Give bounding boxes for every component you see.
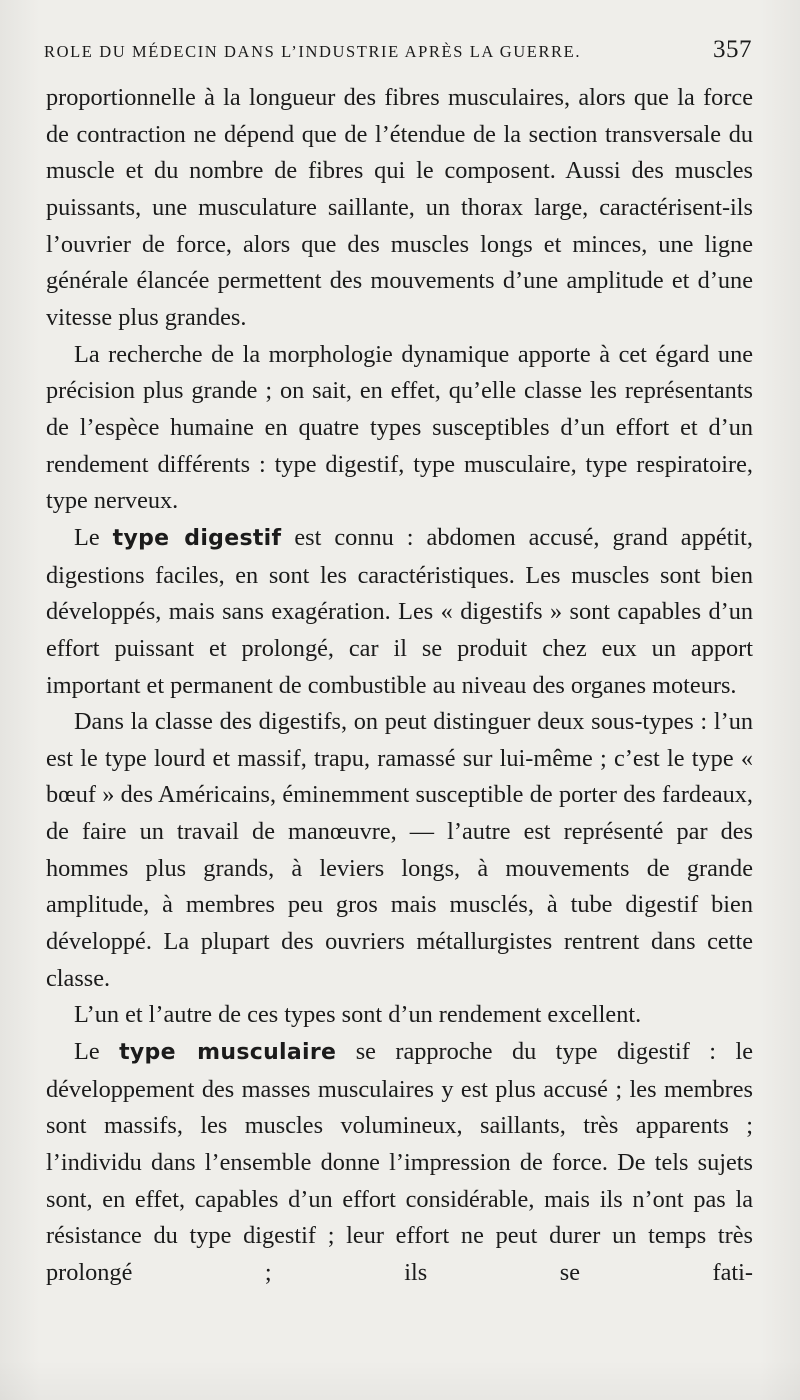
running-title: ROLE DU MÉDECIN DANS L’INDUSTRIE APRÈS LA GUERRE. xyxy=(44,42,582,61)
keyword-type-musculaire: type musculaire xyxy=(119,1040,337,1066)
keyword-type-digestif: type digestif xyxy=(112,525,282,551)
paragraph-text: La recherche de la morphologie dynamique apporte à cet égard une précision plus grande ; on sait, en effet, qu’elle classe les représentants de l’espèce humaine en quatre types susceptibles d’un effort et d’un rendement différents : type digestif, type musculaire, type respiratoire, type nerveux. xyxy=(46,340,753,515)
paragraph-continuation xyxy=(46,80,753,337)
paragraph-text: Dans la classe des digestifs, on peut distinguer deux sous-types : l’un est le type lourd et massif, trapu, ramassé sur lui-même ; c’est le type « bœuf » des Américains, éminemment susceptible de porter des fardeaux, de faire un travail de manœuvre, — l’autre est représenté par des hommes plus grands, à leviers longs, à mouvements de grande amplitude, à membres peu gros mais musclés, à tube digestif bien développé. La plupart des ouvriers métallurgistes rentrent dans cette classe. xyxy=(46,708,753,992)
running-header xyxy=(44,36,752,72)
paragraph-type-musculaire xyxy=(46,1034,753,1292)
paragraph-text: proportionnelle à la longueur des fibres musculaires, alors que la force de contraction ne dépend que de l’étendue de la section transversale du muscle et du nombre de fibres qui le composent. Aussi des muscles puissants, une musculature saillante, un thorax large, caractérisent-ils l’ouvrier de force, alors que des muscles longs et minces, une ligne générale élancée permettent des mouvements d’une amplitude et d’une vitesse plus grandes. xyxy=(46,84,753,331)
paragraph-text: L’un et l’autre de ces types sont d’un rendement excellent. xyxy=(74,1001,642,1029)
body-text xyxy=(46,80,753,1292)
paragraph-sous-types xyxy=(46,704,753,997)
paragraph-rendement xyxy=(46,997,753,1034)
paragraph-lead: Le xyxy=(74,523,100,551)
paragraph-type-digestif xyxy=(46,520,753,704)
paragraph-morphologie xyxy=(46,337,753,520)
paragraph-text: est connu : abdomen accusé, grand appétit, digestions faciles, en sont les caractéristiques. Les muscles sont bien développés, mais sans exagération. Les « digestifs » sont capables d’un effort puissant et prolongé, car il se produit chez eux un apport important et permanent de combustible au niveau des organes moteurs. xyxy=(46,523,753,699)
page-edge-shadow xyxy=(0,1360,800,1400)
paragraph-text: se rapproche du type digestif : le développement des masses musculaires y est plus accusé ; les membres sont massifs, les muscles volumineux, saillants, très apparents ; l’individu dans l’ensemble donne l’impression de force. De tels sujets sont, en effet, capables d’un effort considérable, mais ils n’ont pas la résistance du type digestif ; leur effort ne peut durer un temps très prolongé ; ils se fati- xyxy=(46,1038,754,1286)
paragraph-lead: Le xyxy=(74,1038,100,1066)
page-number: 357 xyxy=(713,36,752,63)
